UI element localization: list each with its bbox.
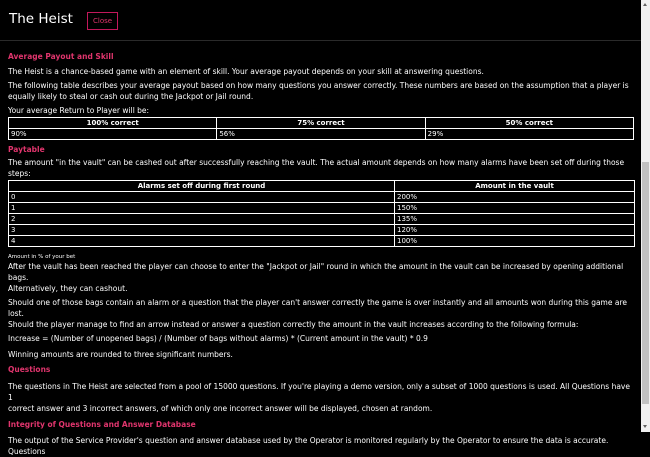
rtp-table [8, 117, 634, 140]
table-row [9, 225, 635, 236]
paytable-paragraph-3b: Should the player manage to find an arrow instead or answer a question correctly the amount in the vault increases according to the following formula: [8, 320, 579, 329]
close-button[interactable]: Close [87, 12, 118, 30]
section-heading-integrity: Integrity of Questions and Answer Database [8, 420, 196, 429]
rtp-header-100: 100% correct [9, 118, 217, 129]
table-row [9, 129, 634, 140]
table-row [9, 192, 635, 203]
amount-cell: 200% [395, 192, 635, 203]
vertical-scrollbar[interactable] [641, 0, 650, 432]
payout-paragraph-3: Your average Return to Player will be: [8, 106, 150, 115]
section-heading-paytable: Paytable [8, 145, 45, 154]
alarms-cell: 3 [9, 225, 395, 236]
paytable-header-row [9, 181, 635, 192]
table-row [9, 203, 635, 214]
paytable-header-amount: Amount in the vault [395, 181, 635, 192]
paytable-note: Amount in % of your bet [8, 254, 76, 260]
rtp-table-header-row [9, 118, 634, 129]
amount-cell: 135% [395, 214, 635, 225]
questions-paragraph-1b: correct answer and 3 incorrect answers, of which only one incorrect answer will be displayed, chosen at random. [8, 404, 433, 413]
amount-cell: 150% [395, 203, 635, 214]
section-heading-questions: Questions [8, 365, 51, 374]
alarms-cell: 4 [9, 236, 395, 247]
payout-paragraph-2a: The following table describes your average payout based on how many questions you answer correctly. These numbers are based on the assumption that a player is [8, 81, 629, 90]
table-row [9, 236, 635, 247]
rounding-note: Winning amounts are rounded to three significant numbers. [8, 350, 233, 359]
amount-cell: 120% [395, 225, 635, 236]
paytable-header-alarms: Alarms set off during first round [9, 181, 395, 192]
payout-paragraph-2b: equally likely to steal or cash out during the Jackpot or Jail round. [8, 92, 254, 101]
dialog-header [0, 0, 641, 40]
rtp-header-50: 50% correct [425, 118, 633, 129]
paytable-paragraph-2a: After the vault has been reached the player can choose to enter the "Jackpot or Jail" round in which the amount in the vault can be increased by opening additional bags. [8, 262, 624, 282]
rtp-header-75: 75% correct [217, 118, 425, 129]
alarms-cell: 0 [9, 192, 395, 203]
table-row [9, 214, 635, 225]
chevron-up-icon [643, 3, 647, 6]
chevron-down-icon [643, 425, 647, 428]
rtp-value-100: 90% [9, 129, 217, 140]
rtp-value-50: 29% [425, 129, 633, 140]
help-content [8, 41, 634, 457]
amount-cell: 100% [395, 236, 635, 247]
scroll-up-button[interactable] [641, 0, 650, 10]
payout-paragraph-1: The Heist is a chance-based game with an element of skill. Your average payout depends on your skill at answering questions. [8, 67, 484, 76]
scroll-down-button[interactable] [641, 422, 650, 432]
alarms-cell: 2 [9, 214, 395, 225]
rtp-value-75: 56% [217, 129, 425, 140]
paytable-paragraph-3a: Should one of those bags contain an alarm or a question that the player can't answer correctly the game is over instantly and all amounts won during this game are lost. [8, 298, 627, 318]
paytable-paragraph-1: The amount "in the vault" can be cashed out after successfully reaching the vault. The actual amount depends on how many alarms have been set off during those steps: [8, 158, 625, 178]
dialog-title: The Heist [9, 11, 73, 27]
integrity-paragraph-1: The output of the Service Provider's question and answer database used by the Operator is monitored regularly by the Operator to ensure the data is accurate. Questions [8, 436, 609, 456]
paytable-paragraph-2b: Alternatively, they can cashout. [8, 284, 128, 293]
payout-formula: Increase = (Number of unopened bags) / (Number of bags without alarms) * (Current amount in the vault) * 0.9 [8, 334, 428, 343]
alarms-cell: 1 [9, 203, 395, 214]
scrollbar-thumb[interactable] [642, 162, 649, 404]
section-heading-payout: Average Payout and Skill [8, 52, 114, 61]
paytable-table [8, 180, 635, 247]
questions-paragraph-1a: The questions in The Heist are selected from a pool of 15000 questions. If you're playing a demo version, only a subset of 1000 questions is used. All Questions have 1 [8, 382, 630, 402]
